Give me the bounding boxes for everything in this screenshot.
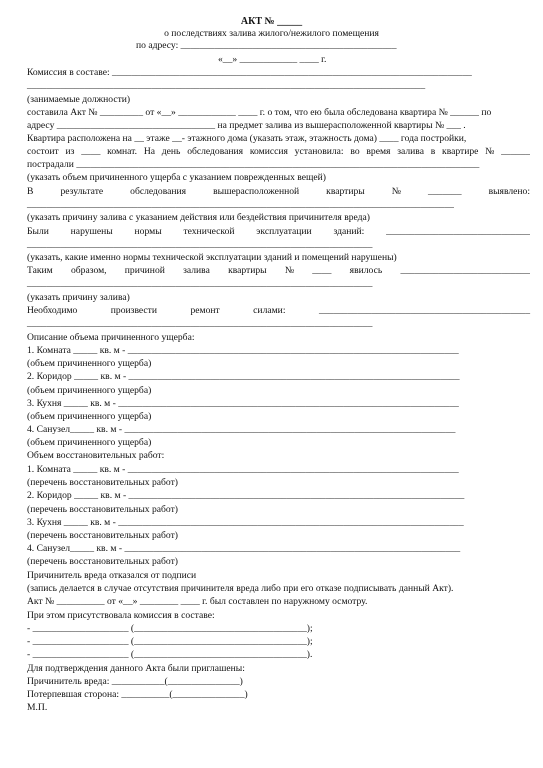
word: № <box>391 186 401 197</box>
word: силами: <box>253 305 286 316</box>
word: ______________________________ <box>386 226 530 237</box>
apartment-line-2 <box>27 147 530 158</box>
word: эксплуатации <box>256 226 312 237</box>
restore-heading: Объем восстановительных работ: <box>27 450 165 461</box>
positions-note: (занимаемые должности) <box>27 94 131 105</box>
word: из <box>65 146 75 157</box>
refused-note: (запись делается в случае отсутствия причинителя вреда либо при его отказе подписывать данный Акт). <box>27 583 454 594</box>
word: Были <box>27 226 49 237</box>
word: нарушены <box>70 226 113 237</box>
norms-note: (указать, какие именно нормы технической эксплуатации зданий и помещений нарушены) <box>27 252 397 263</box>
word: ______ <box>501 146 530 157</box>
word: ____________________________________________ <box>318 305 530 316</box>
present-heading: При этом присутствовала комиссия в составе: <box>27 610 215 621</box>
word: образом, <box>70 265 107 276</box>
damage-item-kitchen: 3. Кухня _____ кв. м - _______________________________________________________________________ <box>27 398 459 409</box>
damage-item-note: (объем причиненного ущерба) <box>27 411 152 422</box>
word: ___________________________ <box>400 265 530 276</box>
restore-item-note: (перечень восстановительных работ) <box>27 530 178 541</box>
damage-note: (указать объем причиненного ущерба с указанием поврежденных вещей) <box>27 172 326 183</box>
restore-item-kitchen: 3. Кухня _____ кв. м - ________________________________________________________________________ <box>27 517 464 528</box>
restore-item-room: 1. Комната _____ кв. м - _____________________________________________________________________ <box>27 464 459 475</box>
reason-note: (указать причину залива) <box>27 292 130 303</box>
word: день <box>161 146 181 157</box>
damage-item-note: (объем причиненного ущерба) <box>27 437 152 448</box>
word: № <box>284 265 295 276</box>
damage-item-bathroom: 4. Санузел_____ кв. м - _____________________________________________________________________ <box>27 424 456 435</box>
invited-heading: Для подтверждения данного Акта были приглашены: <box>27 663 245 674</box>
word: технической <box>183 226 235 237</box>
restore-item-corridor: 2. Коридор _____ кв. м - ______________________________________________________________________ <box>27 490 465 501</box>
word: обследования <box>187 146 244 157</box>
cause-note: (указать причину залива с указанием действия или бездействия причинителя вреда) <box>27 212 371 223</box>
commission-line: Комиссия в составе: ___________________________________________________________________________ <box>27 67 472 78</box>
tortfeasor-signature-line: Причинитель вреда: ___________(_______________) <box>27 676 243 687</box>
word: ____ <box>81 146 101 157</box>
result-line <box>27 187 530 198</box>
word: установила: <box>294 146 344 157</box>
apartment-line-1: Квартира расположена на __ этаже __- этажного дома (указать этаж, этажность дома) ____ года постройки, <box>27 133 467 144</box>
seal-mark: М.П. <box>27 702 48 713</box>
damage-item-room: 1. Комната _____ кв. м - _____________________________________________________________________ <box>27 345 459 356</box>
word: ____ <box>312 265 332 276</box>
restore-item-bathroom: 4. Санузел_____ кв. м - ______________________________________________________________________ <box>27 543 461 554</box>
word: нормы <box>134 226 162 237</box>
restore-item-note: (перечень восстановительных работ) <box>27 504 178 515</box>
present-line: - ____________________ (____________________________________); <box>27 623 313 634</box>
word: _______ <box>427 186 462 197</box>
refused-line: Причинитель вреда отказался от подписи <box>27 570 197 581</box>
word: явилось <box>349 265 383 276</box>
word: залива <box>183 265 210 276</box>
reason-blank: ________________________________________________________________________ <box>27 278 373 289</box>
word: комиссия <box>249 146 288 157</box>
damage-item-note: (объем причиненного ущерба) <box>27 385 152 396</box>
word: во <box>350 146 360 157</box>
word: квартире <box>442 146 479 157</box>
word: выявлено: <box>488 186 530 197</box>
restore-item-note: (перечень восстановительных работ) <box>27 556 178 567</box>
act-line-1: составила Акт № _________ от «__» ____________ ____ г. о том, что ею была обследована квартира № ______ по <box>27 107 492 118</box>
word: залива <box>397 146 424 157</box>
act-subtitle: о последствиях залива жилого/нежилого помещения <box>164 28 379 39</box>
word: произвести <box>110 305 158 316</box>
word: зданий: <box>333 226 365 237</box>
word: квартиры <box>228 265 267 276</box>
apartment-line-3: пострадали ____________________________________________________________________________________ <box>27 159 480 170</box>
commission-line-2: ___________________________________________________________________________________ <box>27 80 426 91</box>
word: ремонт <box>190 305 220 316</box>
word: вышерасположенной <box>213 186 300 197</box>
word: комнат. <box>107 146 138 157</box>
word: В <box>27 186 34 197</box>
word: Таким <box>27 265 53 276</box>
act-line-2: адресу _________________________________ на предмет залива из вышерасположенной квартиры № ___ . <box>27 120 466 131</box>
act-title: АКТ № _____ <box>240 16 303 27</box>
repair-blank: ________________________________________________________________________ <box>27 318 373 329</box>
word: причиной <box>124 265 165 276</box>
norms-line <box>27 227 530 238</box>
word: в <box>430 146 436 157</box>
result-blank: _________________________________________________________________________________________ <box>27 199 454 210</box>
date-line: «__» ____________ ____ г. <box>218 54 327 65</box>
word: обследования <box>130 186 187 197</box>
address-line: по адресу: _____________________________________________ <box>136 40 397 51</box>
word: На <box>143 146 155 157</box>
present-line: - ____________________ (____________________________________). <box>27 649 313 660</box>
present-line: - ____________________ (____________________________________); <box>27 636 313 647</box>
victim-signature-line: Потерпевшая сторона: __________(_______________) <box>27 689 248 700</box>
word: время <box>366 146 391 157</box>
act-compiled-line: Акт № __________ от «__» ________ ____ г. был составлен по наружному осмотру. <box>27 596 368 607</box>
reason-line <box>27 266 530 277</box>
word: результате <box>60 186 104 197</box>
repair-line <box>27 306 530 317</box>
word: квартиры <box>326 186 365 197</box>
word: состоит <box>27 146 59 157</box>
word: Необходимо <box>27 305 78 316</box>
damage-item-note: (объем причиненного ущерба) <box>27 358 152 369</box>
word: № <box>485 146 495 157</box>
restore-item-note: (перечень восстановительных работ) <box>27 477 178 488</box>
damage-item-corridor: 2. Коридор _____ кв. м - _____________________________________________________________________ <box>27 371 460 382</box>
norms-blank: ________________________________________________________________________ <box>27 239 373 250</box>
damage-description-heading: Описание объема причиненного ущерба: <box>27 332 195 343</box>
